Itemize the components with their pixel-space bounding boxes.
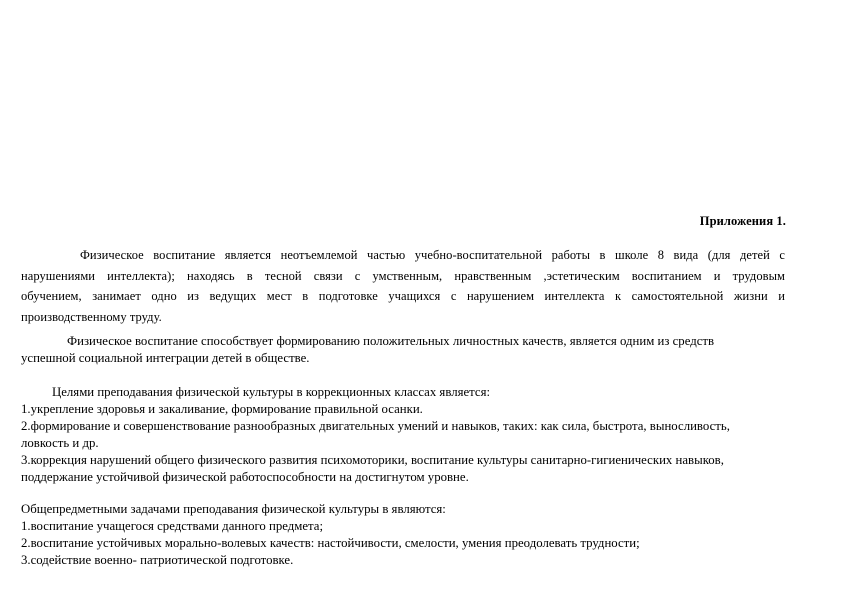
intro-line-1: Физическое воспитание является неотъемлемой частью учебно-воспитательной работы в школе 8 вида (для детей с (80, 248, 785, 262)
tasks-section (21, 501, 785, 569)
appendix-title: Приложения 1. (699, 214, 786, 228)
positive-qualities-paragraph (21, 333, 785, 367)
goals-item-3-line-1: 3.коррекция нарушений общего физического развития психомоторики, воспитание культуры санитарно-гигиенических навыков, (21, 453, 724, 467)
goals-section (21, 384, 785, 486)
positive-qualities-line-2: успешной социальной интеграции детей в обществе. (21, 351, 310, 365)
intro-paragraph (21, 245, 785, 327)
tasks-heading: Общепредметными задачами преподавания физической культуры в являются: (21, 502, 446, 516)
intro-line-3: обучением, занимает одно из ведущих мест в подготовке учащихся с нарушением интеллекта к самостоятельной жизни и (21, 289, 785, 303)
tasks-item-3: 3.содействие военно- патриотической подготовке. (21, 553, 294, 567)
positive-qualities-line-1: Физическое воспитание способствует формированию положительных личностных качеств, является одним из средств (67, 334, 715, 348)
goals-heading: Целями преподавания физической культуры в коррекционных классах является: (52, 385, 491, 399)
tasks-item-1: 1.воспитание учащегося средствами данного предмета; (21, 519, 324, 533)
intro-line-2: нарушениями интеллекта); находясь в тесной связи с умственным, нравственным ,эстетическим воспитанием и трудовым (21, 268, 785, 283)
goals-item-2-line-2: ловкость и др. (21, 436, 99, 450)
tasks-item-2: 2.воспитание устойчивых морально-волевых качеств: настойчивости, смелости, умения преодолевать трудности; (21, 536, 640, 550)
goals-item-1: 1.укрепление здоровья и закаливание, формирование правильной осанки. (21, 402, 423, 416)
goals-item-2-line-1: 2.формирование и совершенствование разнообразных двигательных умений и навыков, таких: как сила, быстрота, выносливость, (21, 419, 730, 433)
goals-item-3-line-2: поддержание устойчивой физической работоспособности на достигнутом уровне. (21, 470, 469, 484)
intro-line-4: производственному труду. (21, 309, 162, 324)
